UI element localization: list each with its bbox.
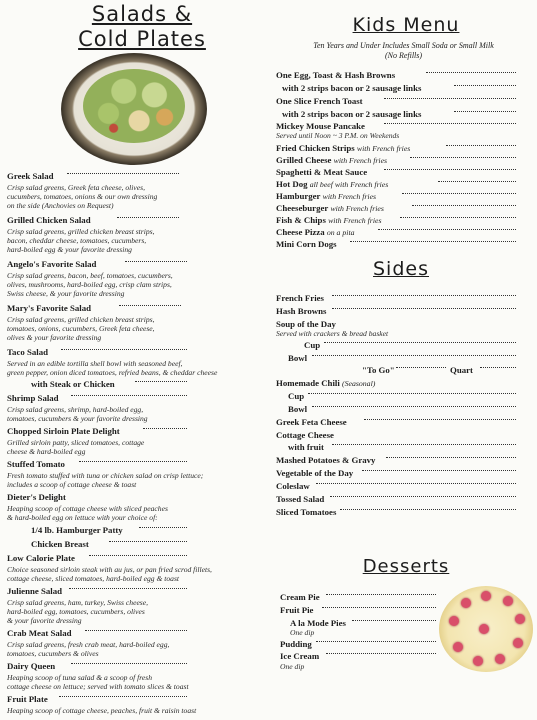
salad-item: [7, 459, 65, 469]
kids-note-line2: (No Refills): [384, 51, 423, 60]
kids-item-name: with 2 strips bacon or 2 sausage links: [282, 109, 422, 119]
salad-item: [7, 259, 96, 269]
side-item: [276, 306, 326, 316]
kids-item-name: with 2 strips bacon or 2 sausage links: [282, 83, 422, 93]
leader-dots: [410, 156, 516, 158]
leader-dots: [454, 110, 516, 112]
leader-dots: [324, 341, 516, 343]
side-item-note: (Seasonal): [341, 379, 376, 388]
kids-item-name: Spaghetti & Meat Sauce: [276, 167, 368, 177]
kids-item-name: Fish & Chips: [276, 215, 326, 225]
side-item-name: Cottage Cheese: [276, 430, 334, 440]
kids-item-name: Mickey Mouse Pancake: [276, 121, 365, 131]
kids-item: [282, 83, 421, 93]
salads-title-line1: Salads &: [91, 2, 193, 26]
salad-item-name: Mary's Favorite Salad: [7, 303, 92, 313]
salads-title-line2: Cold Plates: [78, 27, 206, 51]
kids-sub: Served until Noon ~ 3 P.M. on Weekends: [276, 131, 400, 140]
leader-dots: [89, 554, 187, 556]
dessert-item-name: Ice Cream: [280, 651, 320, 661]
desserts-title: Desserts: [362, 556, 450, 577]
salad-desc: Grilled sirloin patty, sliced tomatoes, cottage: [7, 438, 145, 447]
leader-dots: [312, 405, 516, 407]
leader-dots: [480, 366, 516, 368]
leader-dots: [71, 662, 187, 664]
sides-title: Sides: [373, 258, 429, 280]
leader-dots: [125, 260, 187, 262]
salad-desc: Choice seasoned sirloin steak with au jus, or pan fried scrod fillets,: [7, 565, 212, 574]
side-item: [276, 319, 336, 329]
dessert-item-name: Pudding: [280, 639, 312, 649]
kids-item-name: Mini Corn Dogs: [276, 239, 337, 249]
salad-desc: Crisp salad greens, shrimp, hard-boiled egg,: [7, 405, 144, 414]
kids-item-name: One Slice French Toast: [276, 96, 363, 106]
salad-item: [7, 347, 48, 357]
side-item: [276, 378, 375, 388]
salad-item-name: Chopped Sirloin Plate Delight: [7, 426, 120, 436]
side-item-name: Cup: [304, 340, 321, 350]
side-item-name: Coleslaw: [276, 481, 310, 491]
salad-item: [7, 553, 75, 563]
leader-dots: [400, 216, 516, 218]
salad-desc: Heaping scoop of tuna salad & a scoop of fresh: [7, 673, 153, 682]
side-item-name: with fruit: [288, 442, 324, 452]
salad-desc: olives & your favorite dressing: [7, 333, 102, 342]
side-item-name: Cup: [288, 391, 305, 401]
leader-dots: [316, 640, 436, 642]
salad-item-name: Shrimp Salad: [7, 393, 59, 403]
cake-image: [439, 586, 533, 672]
leader-dots: [308, 392, 516, 394]
kids-item-note: on a pita: [326, 228, 355, 237]
salad-desc: cheese & hard-boiled egg: [7, 447, 86, 456]
salad-desc: Crisp salad greens, fresh crab meat, hard-boiled egg,: [7, 640, 170, 649]
dessert-item: [290, 618, 346, 628]
kids-item-name: Cheese Pizza: [276, 227, 325, 237]
salads-title: [57, 2, 227, 52]
salad-desc: Heaping scoop of cottage cheese with sliced peaches: [7, 504, 168, 513]
salad-desc: Fresh tomato stuffed with tuna or chicken salad on crisp lettuce;: [7, 471, 204, 480]
dessert-sub: One dip: [280, 662, 305, 671]
salad-item: [31, 525, 123, 535]
side-item: [304, 340, 320, 350]
leader-dots: [330, 495, 516, 497]
leader-dots: [384, 122, 516, 124]
kids-item-name: Cheeseburger: [276, 203, 329, 213]
leader-dots: [59, 695, 187, 697]
salad-desc: bacon, cheddar cheese, tomatoes, cucumbers,: [7, 236, 147, 245]
leader-dots: [332, 443, 516, 445]
side-item: [276, 468, 353, 478]
side-item-name: Tossed Salad: [276, 494, 325, 504]
kids-item-note: all beef with French fries: [309, 180, 389, 189]
side-item-name: Bowl: [288, 404, 308, 414]
salad-item-name: with Steak or Chicken: [31, 379, 115, 389]
kids-item: [276, 239, 337, 249]
salad-desc: includes a scoop of cottage cheese & toast: [7, 480, 137, 489]
side-item-name: Bowl: [288, 353, 308, 363]
salad-desc: Crisp salad greens, grilled chicken breast strips,: [7, 315, 155, 324]
kids-item: [282, 109, 421, 119]
kids-item: [276, 155, 387, 165]
side-item-quart: Quart: [450, 365, 473, 375]
salad-plate-image: [61, 53, 207, 165]
leader-dots: [61, 348, 187, 350]
salad-desc: Heaping scoop of cottage cheese, peaches, fruit & raisin toast: [7, 706, 197, 715]
side-item: [276, 417, 347, 427]
side-item: [288, 353, 307, 363]
leader-dots: [378, 228, 516, 230]
salad-item: [31, 379, 115, 389]
salad-item-name: Stuffed Tomato: [7, 459, 65, 469]
kids-item: [276, 121, 365, 131]
side-item: [362, 365, 395, 375]
leader-dots: [396, 366, 446, 368]
salad-desc: tomatoes, cucumbers & your favorite dressing: [7, 414, 148, 423]
kids-item: [276, 96, 363, 106]
kids-item: [276, 179, 388, 189]
side-item-name: Homemade Chili: [276, 378, 340, 388]
salad-item-name: Crab Meat Salad: [7, 628, 72, 638]
leader-dots: [143, 427, 187, 429]
dessert-item-name: A la Mode Pies: [290, 618, 346, 628]
salad-item-name: Chicken Breast: [31, 539, 89, 549]
leader-dots: [316, 482, 516, 484]
leader-dots: [426, 71, 516, 73]
kids-item-note: with French fries: [328, 216, 382, 225]
dessert-item-name: Fruit Pie: [280, 605, 314, 615]
side-item: [276, 481, 310, 491]
leader-dots: [340, 508, 516, 510]
salad-item-name: 1/4 lb. Hamburger Patty: [31, 525, 123, 535]
leader-dots: [446, 144, 516, 146]
salad-desc: olives, mushrooms, hard-boiled egg, crisp clam strips,: [7, 280, 172, 289]
salad-item-name: Fruit Plate: [7, 694, 48, 704]
salad-desc: Crisp salad greens, Greek feta cheese, olives,: [7, 183, 145, 192]
leader-dots: [412, 204, 516, 206]
salad-item-name: Taco Salad: [7, 347, 48, 357]
kids-item: [276, 227, 355, 237]
dessert-item: [280, 605, 313, 615]
salad-desc: green pepper, onion diced tomatoes, refried beans, & cheddar cheese: [7, 368, 218, 377]
salad-desc: tomatoes, cucumbers & olives: [7, 649, 99, 658]
kids-item: [276, 167, 367, 177]
salad-desc: Crisp salad greens, ham, turkey, Swiss cheese,: [7, 598, 149, 607]
kids-item-note: with French fries: [330, 204, 384, 213]
side-item-suffix: [450, 365, 473, 375]
leader-dots: [402, 192, 516, 194]
salad-desc: cottage cheese, sliced tomatoes, hard-boiled egg & toast: [7, 574, 180, 583]
side-item: [288, 404, 307, 414]
leader-dots: [135, 380, 187, 382]
salad-desc: Crisp salad greens, bacon, beef, tomatoes, cucumbers,: [7, 271, 173, 280]
leader-dots: [332, 307, 516, 309]
salad-item-name: Angelo's Favorite Salad: [7, 259, 97, 269]
salad-desc: cucumbers, tomatoes, onions & our own dressing: [7, 192, 158, 201]
leader-dots: [139, 526, 187, 528]
kids-item-note: with French fries: [333, 156, 388, 165]
kids-item-name: Hamburger: [276, 191, 321, 201]
kids-item-name: Fried Chicken Strips: [276, 143, 355, 153]
side-item: [288, 391, 304, 401]
salad-item-name: Greek Salad: [7, 171, 54, 181]
salad-desc: Swiss cheese, & your favorite dressing: [7, 289, 125, 298]
side-item-name: "To Go": [362, 365, 395, 375]
leader-dots: [454, 84, 516, 86]
salad-item: [7, 492, 66, 502]
leader-dots: [384, 168, 516, 170]
leader-dots: [352, 619, 436, 621]
kids-item: [276, 143, 410, 153]
leader-dots: [109, 540, 187, 542]
side-sub: Served with crackers & bread basket: [276, 329, 389, 338]
salad-item: [7, 694, 48, 704]
kids-note-line1: Ten Years and Under Includes Small Soda or Small Milk: [313, 41, 494, 50]
salad-item: [7, 661, 55, 671]
kids-item-name: Grilled Cheese: [276, 155, 332, 165]
leader-dots: [332, 294, 516, 296]
salad-item-name: Dairy Queen: [7, 661, 56, 671]
dessert-item: [280, 592, 320, 602]
salad-item-name: Julienne Salad: [7, 586, 62, 596]
side-item-name: Soup of the Day: [276, 319, 336, 329]
leader-dots: [71, 394, 187, 396]
side-item: [276, 494, 324, 504]
kids-note: [276, 41, 531, 61]
leader-dots: [364, 418, 516, 420]
salad-desc: & your favorite dressing: [7, 616, 82, 625]
salad-item: [7, 171, 54, 181]
leader-dots: [67, 172, 179, 174]
leader-dots: [326, 593, 436, 595]
leader-dots: [386, 456, 516, 458]
salad-desc: Served in an edible tortilla shell bowl with seasoned beef,: [7, 359, 183, 368]
salad-item: [7, 426, 120, 436]
leader-dots: [362, 469, 516, 471]
salad-item-name: Grilled Chicken Salad: [7, 215, 91, 225]
side-item: [276, 455, 375, 465]
leader-dots: [326, 652, 436, 654]
dessert-item-name: Cream Pie: [280, 592, 320, 602]
salad-desc: cottage cheese on lettuce; served with tomato slices & toast: [7, 682, 189, 691]
dessert-sub: One dip: [290, 628, 315, 637]
leader-dots: [85, 629, 187, 631]
side-item-name: Greek Feta Cheese: [276, 417, 347, 427]
kids-item-name: Hot Dog: [276, 179, 308, 189]
salad-item-name: Dieter's Delight: [7, 492, 66, 502]
kids-item: [276, 70, 395, 80]
kids-item: [276, 203, 384, 213]
salad-desc: on the side (Anchovies on Request): [7, 201, 114, 210]
side-item-name: Mashed Potatoes & Gravy: [276, 455, 376, 465]
side-item-name: French Fries: [276, 293, 324, 303]
side-item: [276, 293, 324, 303]
salad-item: [7, 393, 59, 403]
leader-dots: [117, 216, 179, 218]
leader-dots: [119, 304, 181, 306]
side-item: [276, 507, 336, 517]
leader-dots: [312, 354, 516, 356]
side-item: [276, 430, 334, 440]
kids-menu-title: Kids Menu: [352, 14, 460, 36]
dessert-item: [280, 639, 312, 649]
kids-item-note: with French fries: [356, 144, 411, 153]
leader-dots: [322, 606, 436, 608]
side-item-name: Hash Browns: [276, 306, 327, 316]
kids-item: [276, 215, 382, 225]
leader-dots: [384, 97, 516, 99]
dessert-item: [280, 651, 319, 661]
side-item-name: Sliced Tomatoes: [276, 507, 337, 517]
salad-item: [7, 586, 62, 596]
salad-desc: Crisp salad greens, grilled chicken breast strips,: [7, 227, 155, 236]
leader-dots: [69, 587, 187, 589]
leader-dots: [79, 460, 187, 462]
salad-desc: hard-boiled egg & your favorite dressing: [7, 245, 132, 254]
salad-desc: hard-boiled egg, tomatoes, cucumbers, olives: [7, 607, 145, 616]
salad-desc: tomatoes, onions, cucumbers, Greek feta cheese,: [7, 324, 155, 333]
kids-item-note: with French fries: [322, 192, 377, 201]
salad-item: [7, 628, 72, 638]
kids-item-name: One Egg, Toast & Hash Browns: [276, 70, 396, 80]
leader-dots: [438, 180, 516, 182]
salad-item: [7, 303, 91, 313]
salad-item: [31, 539, 89, 549]
salad-item-name: Low Calorie Plate: [7, 553, 75, 563]
side-item-name: Vegetable of the Day: [276, 468, 354, 478]
side-item: [288, 442, 324, 452]
leader-dots: [350, 240, 516, 242]
kids-item: [276, 191, 376, 201]
salad-item: [7, 215, 91, 225]
salad-desc: & hard-boiled egg on lettuce with your choice of:: [7, 513, 158, 522]
